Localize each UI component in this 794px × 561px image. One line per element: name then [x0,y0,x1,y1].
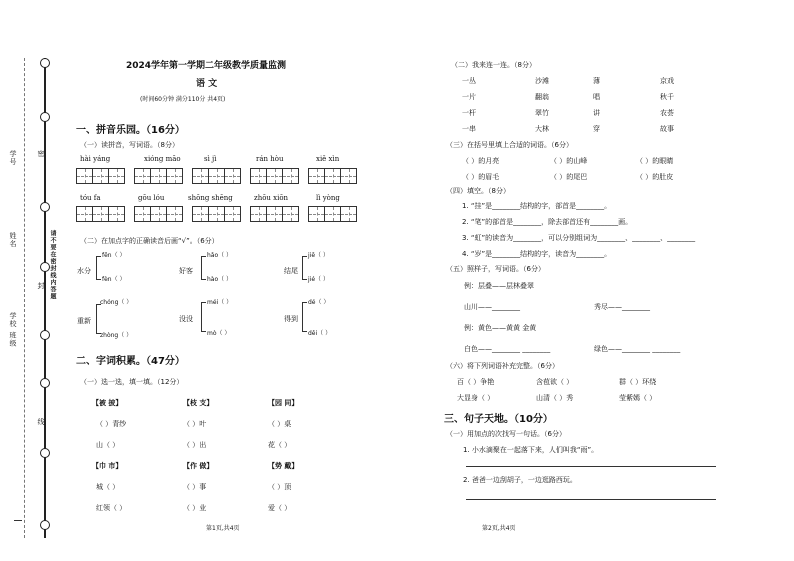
char-pair: 【被 披】 [92,399,123,407]
right-q-tiankong-heading: （四）填空。（8分） [446,187,510,195]
fill-blank[interactable]: （ ）事 [183,483,207,491]
reading-option[interactable]: dé（ ） [308,299,330,306]
fill-blank[interactable]: 山清（ ）秀 [536,394,574,402]
reading-option[interactable]: děi（ ） [308,330,332,337]
fill-blank[interactable]: 莹紫嫣（ ） [619,394,657,402]
fill-blank[interactable]: （ ）的眼睛 [636,157,674,165]
binding-hole [40,202,50,212]
fill-blank[interactable]: 爱（ ） [268,504,292,512]
example-text: 例：黄色——黄黄 金黄 [464,324,537,332]
example-text: 例：层叠——层林叠翠 [464,282,534,290]
binding-hole [40,58,50,68]
writing-grid[interactable] [250,168,298,184]
exam-title: 2024学年第一学期二年级教学质量监测 [126,61,287,71]
match-item[interactable]: 一杆 [462,109,476,117]
reading-option[interactable]: fēn（ ） [102,252,126,259]
fill-blank[interactable]: 百（ ）争艳 [457,378,495,386]
fill-blank[interactable]: （ ）的肚皮 [636,173,674,181]
reading-option[interactable]: fèn（ ） [102,276,126,283]
fill-line[interactable]: 白色——________ ________ [464,345,551,353]
writing-grid[interactable] [192,206,240,222]
student-name-label: 姓名 [9,232,17,248]
reading-option[interactable]: jiē（ ） [308,252,329,259]
match-item[interactable]: 京戏 [660,77,674,85]
fill-blank[interactable]: （ ）顶 [268,483,292,491]
fill-line[interactable]: 山川——________ [464,303,520,311]
fill-blank[interactable]: （ ）的山峰 [550,157,588,165]
fill-blank[interactable]: （ ）的眉毛 [462,173,500,181]
pinyin-label: xióng māo [144,155,181,163]
writing-grid[interactable] [76,168,124,184]
match-item[interactable]: 薄 [593,77,600,85]
match-item[interactable]: 一串 [462,125,476,133]
brace [302,302,307,332]
fill-blank[interactable]: （ ）叶 [183,420,207,428]
char-pair: 【势 戴】 [268,462,299,470]
reading-option[interactable]: méi（ ） [207,299,233,306]
section1-heading: 一、拼音乐园。（16分） [76,125,185,136]
no-answer-notice: 请不要在密封线内答题 [49,230,56,300]
exam-meta: (时间60分钟 满分110分 共4页) [140,96,226,103]
student-number-label: 学号 [9,150,17,166]
pinyin-label: tóu fa [80,194,101,202]
binding-hole [40,112,50,122]
seal-char-feng: 封 [37,282,45,290]
fill-blank[interactable]: （ ）的月亮 [462,157,500,165]
pinyin-label: hài yáng [80,155,111,163]
right-q-kuohao-heading: （三）在括号里填上合适的词语。（6分） [446,141,573,149]
sentence-prompt: 1. 小水滴聚在一起落下来，人们叫我“雨”。 [463,446,599,454]
char-pair: 【园 同】 [268,399,299,407]
char-pair: 【枝 支】 [183,399,214,407]
writing-grid[interactable] [250,206,298,222]
char-pair: 【巾 市】 [92,462,123,470]
fill-blank[interactable]: 大显身（ ） [457,394,495,402]
writing-grid[interactable] [308,168,356,184]
section1-q1: （一）读拼音，写词语。（8分） [80,141,179,149]
margin-tick [14,520,22,521]
brace [201,256,206,280]
binding-hole [40,448,50,458]
writing-grid[interactable] [134,168,182,184]
fill-line[interactable]: 2. “笔”的部首是________，除去部首还有________画。 [462,218,633,226]
fill-blank[interactable]: （ ）桌 [268,420,292,428]
fill-blank[interactable]: 含苞欲（ ） [536,378,574,386]
answer-line[interactable] [466,499,716,500]
page-number: 第1页,共4页 [206,525,240,532]
pinyin-label: zhōu xiōn [254,194,289,202]
writing-grid[interactable] [308,206,356,222]
pinyin-label: sì jì [204,155,217,163]
match-item[interactable]: 唱 [593,93,600,101]
section1-q2: （二）在加点字的正确读音后画“√”。（6分） [80,237,219,245]
match-item[interactable]: 讲 [593,109,600,117]
fill-blank[interactable]: （ ）业 [183,504,207,512]
pinyin-label: shōng shēng [188,194,233,202]
brace [96,256,101,280]
pinyin-label: xiě xìn [316,155,340,163]
page-number: 第2页,共4页 [482,525,516,532]
match-item[interactable]: 秋千 [660,93,674,101]
polyphone-word: 没没 [179,315,193,323]
right-q-zhaoyang-heading: （五）照样子，写词语。（6分） [446,265,545,273]
binding-hole [40,520,50,530]
polyphone-word: 好客 [179,267,193,275]
fill-blank[interactable]: 城（ ） [96,483,120,491]
reading-option[interactable]: hǎo（ ） [207,252,233,259]
pinyin-label: rán hòu [256,155,284,163]
cut-line [24,58,25,538]
pinyin-label: lì yòng [316,194,340,202]
reading-option[interactable]: hào（ ） [207,276,233,283]
section3-heading: 三、句子天地。（10分） [444,414,553,425]
fill-line[interactable]: 4. “岁”是________结构的字，读音为________。 [462,250,612,258]
binding-line [44,58,46,538]
match-item[interactable]: 农荟 [660,109,674,117]
match-item[interactable]: 一片 [462,93,476,101]
writing-grid[interactable] [134,206,182,222]
match-item[interactable]: 穿 [593,125,600,133]
fill-blank[interactable]: 红领（ ） [96,504,127,512]
char-pair: 【作 做】 [183,462,214,470]
section2-heading: 二、字词积累。（47分） [76,356,185,367]
fill-blank[interactable]: （ ）出 [183,441,207,449]
match-item[interactable]: 一丛 [462,77,476,85]
binding-hole [40,330,50,340]
answer-line[interactable] [466,466,716,467]
right-q-buchong-heading: （六）将下列词语补充完整。（6分） [446,362,559,370]
match-item[interactable]: 翻翁 [535,93,549,101]
writing-grid[interactable] [192,168,240,184]
section2-q1: （一）选一选，填一填。（12分） [80,378,184,386]
reading-option[interactable]: zhòng（ ） [100,332,133,339]
pinyin-label: gōu lóu [138,194,165,202]
reading-option[interactable]: chóng（ ） [100,299,133,306]
fill-blank[interactable]: （ ）的尾巴 [550,173,588,181]
binding-hole [40,378,50,388]
match-item[interactable]: 故事 [660,125,674,133]
sentence-prompt: 2. 爸爸一边刮胡子，一边逛路西玩。 [463,476,577,484]
match-item[interactable]: 翠竹 [535,109,549,117]
polyphone-word: 水分 [77,267,91,275]
school-class-label: 学校 班级 [9,312,17,348]
fill-blank[interactable]: （ ）青纱 [96,420,127,428]
polyphone-word: 结尾 [284,267,298,275]
match-item[interactable]: 大林 [535,125,549,133]
section3-q1: （一）用加点的次找写一句话。（6分） [446,430,566,438]
brace [302,256,307,280]
fill-blank[interactable]: 山（ ） [96,441,120,449]
fill-blank[interactable]: 花（ ） [268,441,292,449]
exam-subject: 语 文 [196,79,218,89]
match-item[interactable]: 沙滩 [535,77,549,85]
fill-line[interactable]: 1. “挂”是________结构的字，部首是________。 [462,202,612,210]
brace [201,302,206,332]
fill-line[interactable]: 绿色——________ ________ [594,345,681,353]
seal-char-mi: 密 [37,150,45,158]
fill-line[interactable]: 秀尽——________ [594,303,650,311]
right-q-lian-heading: （二）我来连一连。（8分） [451,61,536,69]
reading-option[interactable]: mò（ ） [207,330,231,337]
fill-blank[interactable]: 群（ ）环绕 [619,378,657,386]
writing-grid[interactable] [76,206,124,222]
seal-char-xian: 线 [37,418,45,426]
polyphone-word: 得到 [284,315,298,323]
reading-option[interactable]: jié（ ） [308,276,329,283]
fill-line[interactable]: 3. “虹”的读音为________，可以分别组词为________、________、________ [462,234,696,242]
polyphone-word: 重新 [77,317,91,325]
